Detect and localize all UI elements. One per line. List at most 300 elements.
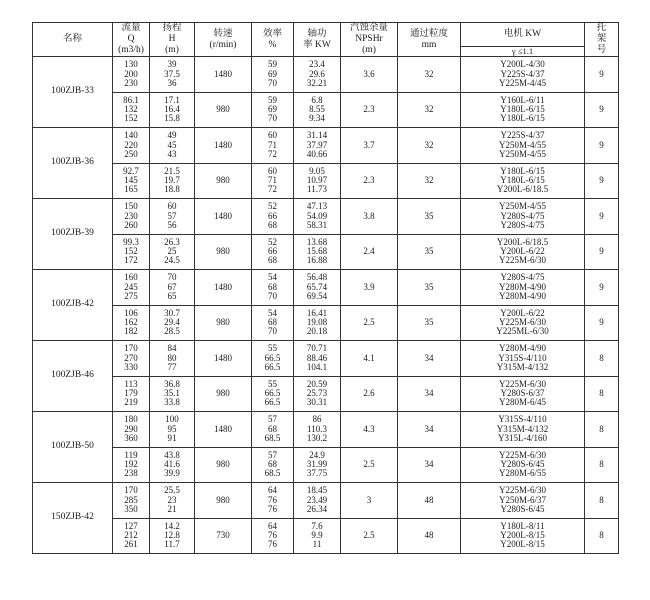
motor-cell-value: Y225S-4/37 <box>500 130 545 141</box>
efficiency-cell-value: 76 <box>268 539 277 550</box>
efficiency-cell-value: 59 <box>268 59 277 70</box>
speed-cell: 1480 <box>195 341 252 377</box>
head-cell <box>150 163 195 199</box>
speed-cell: 980 <box>195 483 252 519</box>
head-cell <box>150 447 195 483</box>
motor-cell-value: Y180L-6/15 <box>500 113 545 124</box>
table-row <box>33 341 619 377</box>
npsh-cell: 3.8 <box>341 199 398 235</box>
flow-cell-value: 245 <box>124 281 138 292</box>
head-cell <box>150 92 195 128</box>
speed-cell: 980 <box>195 376 252 412</box>
head-cell-value: 21 <box>167 503 177 514</box>
efficiency-cell-value: 59 <box>268 94 277 105</box>
speed-cell: 1480 <box>195 270 252 306</box>
flow-cell-value: 170 <box>124 485 138 496</box>
header-name: 名称 <box>33 23 113 57</box>
speed-cell: 1480 <box>195 57 252 93</box>
speed-cell: 980 <box>195 92 252 128</box>
head-cell <box>150 412 195 448</box>
flow-cell-value: 192 <box>124 459 138 470</box>
efficiency-cell-value: 70 <box>268 326 277 337</box>
flow-cell-value: 160 <box>124 272 138 283</box>
bracket-cell: 9 <box>585 92 619 128</box>
header-particle-size: 通过粒度 mm <box>398 23 461 57</box>
table-row <box>33 57 619 93</box>
shaft-power-cell <box>294 483 341 519</box>
speed-cell: 730 <box>195 518 252 554</box>
flow-cell-value: 285 <box>124 494 138 505</box>
head-cell-value: 19.7 <box>164 175 180 186</box>
shaft-power-cell <box>294 518 341 554</box>
motor-cell <box>461 518 585 554</box>
shaft-power-cell <box>294 341 341 377</box>
header-shaft-power: 轴功 率 KW <box>294 23 341 57</box>
flow-cell-value: 172 <box>124 255 138 266</box>
shaft-power-cell-value: 18.45 <box>306 485 328 496</box>
shaft-power-cell-value: 58.31 <box>306 219 328 230</box>
shaft-power-cell-value: 9.9 <box>311 530 323 541</box>
head-cell-value: 24.5 <box>164 255 180 266</box>
npsh-cell: 2.5 <box>341 518 398 554</box>
header-npsh: 汽蚀余量 NPSHr (m) <box>341 23 398 57</box>
motor-cell-value: Y280S-6/37 <box>500 388 545 399</box>
npsh-cell: 3.6 <box>341 57 398 93</box>
flow-cell-value: 230 <box>124 77 138 88</box>
particle-size-cell: 34 <box>398 412 461 448</box>
particle-size-cell: 35 <box>398 270 461 306</box>
motor-cell <box>461 163 585 199</box>
shaft-power-cell-value: 11.73 <box>307 184 327 195</box>
efficiency-cell-value: 76 <box>268 530 277 541</box>
particle-size-cell: 32 <box>398 163 461 199</box>
shaft-power-cell <box>294 92 341 128</box>
head-cell <box>150 270 195 306</box>
efficiency-cell-value: 71 <box>268 175 277 186</box>
shaft-power-cell-value: 10.97 <box>306 175 328 186</box>
efficiency-cell-value: 68 <box>268 281 277 292</box>
efficiency-cell-value: 66.5 <box>264 361 281 372</box>
head-cell-value: 15.8 <box>164 113 180 124</box>
particle-size-cell: 35 <box>398 199 461 235</box>
motor-cell-value: Y225M-6/30 <box>499 317 546 328</box>
shaft-power-cell-value: 47.13 <box>306 201 328 212</box>
motor-cell-value: Y200L-8/15 <box>500 530 545 541</box>
motor-cell <box>461 199 585 235</box>
motor-cell-value: Y280M-6/55 <box>499 468 546 479</box>
efficiency-cell-value: 68 <box>268 317 277 328</box>
flow-cell <box>113 341 150 377</box>
efficiency-cell-value: 55 <box>268 378 277 389</box>
flow-cell <box>113 447 150 483</box>
motor-cell-value: Y225S-4/37 <box>500 68 545 79</box>
flow-cell-value: 182 <box>124 326 138 337</box>
flow-cell-value: 145 <box>124 175 138 186</box>
shaft-power-cell-value: 15.68 <box>306 246 328 257</box>
head-cell-value: 29.4 <box>164 317 180 328</box>
model-name: 100ZJB-42 <box>33 270 113 341</box>
particle-size-cell: 48 <box>398 518 461 554</box>
bracket-cell: 9 <box>585 57 619 93</box>
flow-cell-value: 219 <box>124 397 138 408</box>
head-cell-value: 37.5 <box>164 68 180 79</box>
shaft-power-cell-value: 9.34 <box>309 113 325 124</box>
head-cell-value: 100 <box>165 414 179 425</box>
efficiency-cell-value: 68 <box>268 255 277 266</box>
flow-cell-value: 180 <box>124 414 138 425</box>
shaft-power-cell-value: 130.2 <box>306 432 328 443</box>
flow-cell <box>113 163 150 199</box>
shaft-power-cell-value: 16.88 <box>306 255 328 266</box>
efficiency-cell <box>252 128 294 164</box>
bracket-cell: 9 <box>585 305 619 341</box>
bracket-cell: 8 <box>585 412 619 448</box>
shaft-power-cell-value: 31.99 <box>306 459 328 470</box>
bracket-cell: 9 <box>585 199 619 235</box>
shaft-power-cell-value: 6.8 <box>311 94 323 105</box>
head-cell-value: 67 <box>167 281 177 292</box>
bracket-cell: 9 <box>585 234 619 270</box>
header-efficiency: 效率 % <box>252 23 294 57</box>
particle-size-cell: 35 <box>398 305 461 341</box>
flow-cell-value: 220 <box>124 139 138 150</box>
flow-cell <box>113 518 150 554</box>
table-row <box>33 483 619 519</box>
table-row <box>33 234 619 270</box>
efficiency-cell-value: 66 <box>268 210 277 221</box>
head-cell-value: 21.5 <box>164 165 180 176</box>
speed-cell: 1480 <box>195 199 252 235</box>
head-cell-value: 43.8 <box>164 449 180 460</box>
motor-cell <box>461 57 585 93</box>
header-speed: 转速 (r/min) <box>195 23 252 57</box>
model-name: 150ZJB-42 <box>33 483 113 554</box>
head-cell-value: 45 <box>167 139 177 150</box>
shaft-power-cell-value: 56.48 <box>306 272 328 283</box>
motor-cell <box>461 412 585 448</box>
efficiency-cell-value: 76 <box>268 503 277 514</box>
motor-cell-value: Y180L-6/15 <box>500 165 545 176</box>
header-flow: 流量 Q (m3/h) <box>113 23 150 57</box>
shaft-power-cell-value: 19.08 <box>306 317 328 328</box>
table-row <box>33 518 619 554</box>
shaft-power-cell-value: 110.3 <box>307 423 327 434</box>
flow-cell <box>113 412 150 448</box>
efficiency-cell <box>252 376 294 412</box>
shaft-power-cell-value: 104.1 <box>306 361 328 372</box>
motor-cell-value: Y225M-6/30 <box>499 449 546 460</box>
flow-cell-value: 360 <box>124 432 138 443</box>
head-cell-value: 18.8 <box>164 184 180 195</box>
head-cell <box>150 305 195 341</box>
particle-size-cell: 34 <box>398 376 461 412</box>
motor-cell <box>461 128 585 164</box>
head-cell-value: 14.2 <box>164 520 180 531</box>
efficiency-cell-value: 64 <box>268 485 277 496</box>
efficiency-cell-value: 66.5 <box>264 397 281 408</box>
shaft-power-cell <box>294 128 341 164</box>
motor-cell-value: Y200L-4/30 <box>500 59 545 70</box>
head-cell <box>150 341 195 377</box>
bracket-cell: 9 <box>585 128 619 164</box>
motor-cell-value: Y225M-6/30 <box>499 378 546 389</box>
efficiency-cell <box>252 305 294 341</box>
flow-cell-value: 330 <box>124 361 138 372</box>
motor-cell-value: Y315L-4/160 <box>498 432 547 443</box>
head-cell-value: 26.3 <box>164 236 180 247</box>
flow-cell-value: 92.7 <box>123 165 139 176</box>
shaft-power-cell-value: 20.59 <box>306 378 328 389</box>
npsh-cell: 3 <box>341 483 398 519</box>
shaft-power-cell <box>294 447 341 483</box>
motor-cell <box>461 376 585 412</box>
table-body <box>33 57 619 554</box>
flow-cell-value: 99.3 <box>123 236 139 247</box>
motor-cell-value: Y200L-8/15 <box>500 539 545 550</box>
flow-cell-value: 350 <box>124 503 138 514</box>
efficiency-cell-value: 66 <box>268 246 277 257</box>
efficiency-cell <box>252 92 294 128</box>
motor-cell <box>461 270 585 306</box>
npsh-cell: 2.3 <box>341 163 398 199</box>
particle-size-cell: 34 <box>398 341 461 377</box>
shaft-power-cell-value: 29.6 <box>309 68 325 79</box>
motor-cell-value: Y280S-4/75 <box>500 210 545 221</box>
motor-cell-value: Y160L-6/11 <box>500 94 545 105</box>
efficiency-cell-value: 70 <box>268 290 277 301</box>
shaft-power-cell-value: 26.34 <box>306 503 328 514</box>
shaft-power-cell-value: 40.66 <box>306 148 328 159</box>
head-cell-value: 65 <box>167 290 177 301</box>
shaft-power-cell <box>294 234 341 270</box>
motor-cell <box>461 305 585 341</box>
shaft-power-cell-value: 88.46 <box>306 352 328 363</box>
efficiency-cell-value: 60 <box>268 130 277 141</box>
head-cell-value: 35.1 <box>164 388 180 399</box>
head-cell-value: 41.6 <box>164 459 180 470</box>
flow-cell-value: 152 <box>124 246 138 257</box>
head-cell-value: 49 <box>167 130 177 141</box>
motor-cell-value: Y315S-4/110 <box>498 414 547 425</box>
shaft-power-cell-value: 7.6 <box>311 520 323 531</box>
motor-cell-value: Y200L-6/18.5 <box>496 184 549 195</box>
particle-size-cell: 32 <box>398 57 461 93</box>
flow-cell-value: 152 <box>124 113 138 124</box>
flow-cell-value: 260 <box>124 219 138 230</box>
shaft-power-cell <box>294 412 341 448</box>
head-cell-value: 28.5 <box>164 326 180 337</box>
flow-cell-value: 106 <box>124 307 138 318</box>
flow-cell <box>113 305 150 341</box>
flow-cell-value: 86.1 <box>123 94 139 105</box>
shaft-power-cell-value: 37.75 <box>306 468 328 479</box>
shaft-power-cell-value: 8.55 <box>309 104 325 115</box>
table-row <box>33 163 619 199</box>
shaft-power-cell-value: 30.31 <box>306 397 328 408</box>
head-cell-value: 11.7 <box>164 539 180 550</box>
pump-spec-table <box>32 22 619 554</box>
efficiency-cell-value: 68 <box>268 423 277 434</box>
efficiency-cell-value: 55 <box>268 343 277 354</box>
efficiency-cell-value: 68 <box>268 459 277 470</box>
header-bracket: 托 架 号 <box>585 23 619 57</box>
head-cell-value: 36 <box>167 77 177 88</box>
table-row <box>33 412 619 448</box>
head-cell-value: 23 <box>167 494 177 505</box>
model-name: 100ZJB-36 <box>33 128 113 199</box>
head-cell <box>150 57 195 93</box>
bracket-cell: 8 <box>585 518 619 554</box>
motor-cell-value: Y200L-6/22 <box>500 307 545 318</box>
efficiency-cell <box>252 57 294 93</box>
motor-cell-value: Y280S-6/45 <box>500 459 545 470</box>
table-row <box>33 447 619 483</box>
shaft-power-cell-value: 25.73 <box>306 388 328 399</box>
flow-cell-value: 119 <box>124 449 138 460</box>
flow-cell-value: 290 <box>124 423 138 434</box>
bracket-cell: 8 <box>585 376 619 412</box>
motor-cell-value: Y250M-4/55 <box>499 201 546 212</box>
efficiency-cell-value: 54 <box>268 272 277 283</box>
head-cell-value: 57 <box>167 210 177 221</box>
head-cell-value: 12.8 <box>164 530 180 541</box>
bracket-cell: 9 <box>585 163 619 199</box>
head-cell-value: 36.8 <box>164 378 180 389</box>
model-name: 100ZJB-46 <box>33 341 113 412</box>
head-cell-value: 39 <box>167 59 177 70</box>
model-name: 100ZJB-33 <box>33 57 113 128</box>
head-cell-value: 30.7 <box>164 307 180 318</box>
npsh-cell: 2.5 <box>341 447 398 483</box>
motor-cell-value: Y315M-4/132 <box>496 423 549 434</box>
shaft-power-cell <box>294 305 341 341</box>
motor-cell-value: Y280S-6/45 <box>500 503 545 514</box>
motor-cell-value: Y250M-4/55 <box>499 148 546 159</box>
head-cell-value: 60 <box>167 201 177 212</box>
head-cell <box>150 376 195 412</box>
head-cell-value: 95 <box>167 423 177 434</box>
particle-size-cell: 32 <box>398 92 461 128</box>
efficiency-cell-value: 68 <box>268 219 277 230</box>
head-cell-value: 39.9 <box>164 468 180 479</box>
efficiency-cell-value: 72 <box>268 148 277 159</box>
motor-cell-value: Y225M-6/30 <box>499 255 546 266</box>
bracket-cell: 8 <box>585 483 619 519</box>
efficiency-cell-value: 68.5 <box>264 468 281 479</box>
efficiency-cell <box>252 234 294 270</box>
head-cell-value: 84 <box>167 343 177 354</box>
motor-cell-value: Y280M-6/45 <box>499 397 546 408</box>
npsh-cell: 4.3 <box>341 412 398 448</box>
flow-cell <box>113 483 150 519</box>
flow-cell-value: 165 <box>124 184 138 195</box>
shaft-power-cell-value: 69.54 <box>306 290 328 301</box>
flow-cell-value: 162 <box>124 317 138 328</box>
shaft-power-cell-value: 16.41 <box>306 307 328 318</box>
shaft-power-cell <box>294 57 341 93</box>
shaft-power-cell-value: 32.21 <box>306 77 328 88</box>
efficiency-cell <box>252 412 294 448</box>
head-cell-value: 80 <box>167 352 177 363</box>
npsh-cell: 2.4 <box>341 234 398 270</box>
head-cell-value: 25 <box>167 246 177 257</box>
header-motor: 电机 KW <box>461 23 585 47</box>
motor-cell-value: Y250M-6/37 <box>499 494 546 505</box>
model-name: 100ZJB-39 <box>33 199 113 270</box>
table-row <box>33 92 619 128</box>
speed-cell: 980 <box>195 305 252 341</box>
motor-cell <box>461 234 585 270</box>
motor-cell-value: Y250M-4/55 <box>499 139 546 150</box>
motor-cell-value: Y315S-4/110 <box>498 352 547 363</box>
efficiency-cell-value: 66.5 <box>264 352 281 363</box>
shaft-power-cell-value: 9.05 <box>309 165 325 176</box>
shaft-power-cell-value: 23.4 <box>309 59 325 70</box>
head-cell-value: 17.1 <box>164 94 180 105</box>
flow-cell-value: 127 <box>124 520 138 531</box>
efficiency-cell-value: 52 <box>268 201 277 212</box>
speed-cell: 980 <box>195 447 252 483</box>
shaft-power-cell-value: 31.14 <box>306 130 328 141</box>
motor-cell <box>461 447 585 483</box>
head-cell-value: 77 <box>167 361 177 372</box>
bracket-cell: 8 <box>585 341 619 377</box>
efficiency-cell-value: 57 <box>268 414 277 425</box>
motor-cell-value: Y200L-6/22 <box>500 246 545 257</box>
speed-cell: 1480 <box>195 128 252 164</box>
motor-cell-value: Y280M-4/90 <box>499 281 546 292</box>
flow-cell <box>113 234 150 270</box>
flow-cell-value: 132 <box>124 104 138 115</box>
shaft-power-cell-value: 24.9 <box>309 449 325 460</box>
efficiency-cell-value: 70 <box>268 113 277 124</box>
efficiency-cell-value: 64 <box>268 520 277 531</box>
motor-cell-value: Y180L-8/11 <box>500 520 545 531</box>
motor-cell <box>461 341 585 377</box>
motor-cell <box>461 483 585 519</box>
header-motor-condition: γ ≤1.1 <box>461 46 585 56</box>
head-cell-value: 16.4 <box>164 104 180 115</box>
motor-cell-value: Y180L-6/15 <box>500 175 545 186</box>
flow-cell <box>113 57 150 93</box>
npsh-cell: 3.9 <box>341 270 398 306</box>
table-row <box>33 305 619 341</box>
efficiency-cell-value: 68.5 <box>264 432 281 443</box>
flow-cell-value: 238 <box>124 468 138 479</box>
head-cell-value: 25.5 <box>164 485 180 496</box>
shaft-power-cell-value: 37.97 <box>306 139 328 150</box>
head-cell <box>150 234 195 270</box>
particle-size-cell: 35 <box>398 234 461 270</box>
bracket-cell: 8 <box>585 447 619 483</box>
efficiency-cell-value: 71 <box>268 139 277 150</box>
efficiency-cell <box>252 199 294 235</box>
flow-cell-value: 150 <box>124 201 138 212</box>
efficiency-cell <box>252 518 294 554</box>
motor-cell-value: Y225ML-6/30 <box>496 326 549 337</box>
motor-cell-value: Y280S-4/75 <box>500 272 545 283</box>
speed-cell: 1480 <box>195 412 252 448</box>
table-row <box>33 128 619 164</box>
npsh-cell: 2.6 <box>341 376 398 412</box>
flow-cell-value: 212 <box>124 530 138 541</box>
efficiency-cell-value: 70 <box>268 77 277 88</box>
table-row <box>33 376 619 412</box>
table-row <box>33 270 619 306</box>
flow-cell-value: 200 <box>124 68 138 79</box>
shaft-power-cell-value: 11 <box>312 539 322 550</box>
npsh-cell: 2.3 <box>341 92 398 128</box>
